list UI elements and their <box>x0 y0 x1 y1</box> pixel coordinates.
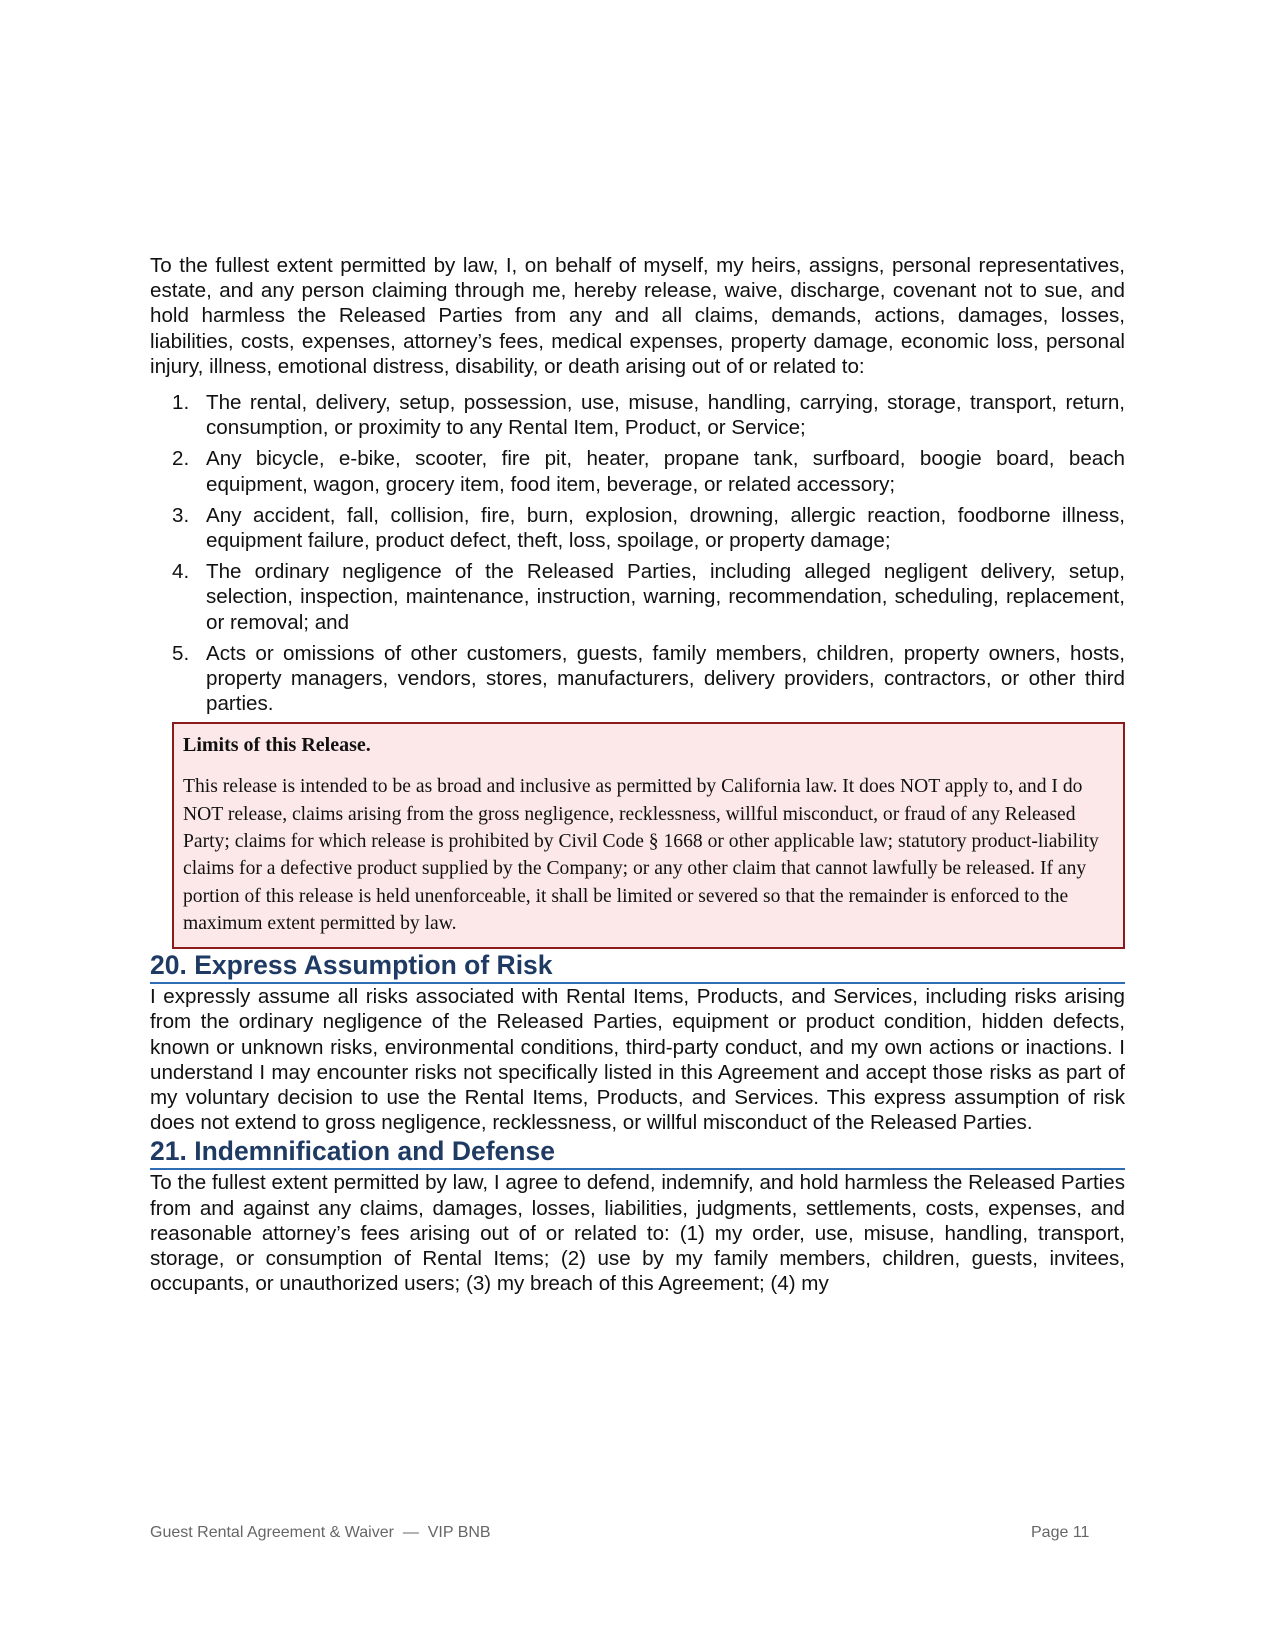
list-item-text: Any bicycle, e-bike, scooter, fire pit, heater, propane tank, surfboard, boogie board, beach equipment, wagon, grocery item, food item, beverage, or related accessory; <box>206 447 1125 496</box>
list-item <box>172 559 1125 635</box>
footer-left-text: Guest Rental Agreement & Waiver — VIP BNB <box>150 1524 491 1541</box>
list-item-text: Acts or omissions of other customers, guests, family members, children, property owners, hosts, property managers, vendors, stores, manufacturers, delivery providers, contractors, or other third parties. <box>206 641 1125 716</box>
document-body <box>150 253 1125 1296</box>
list-item-number: 2. <box>172 447 190 471</box>
footer-document-title <box>150 1523 491 1543</box>
page-number: Page 11 <box>1031 1524 1090 1541</box>
section-21-text: To the fullest extent permitted by law, I agree to defend, indemnify, and hold harmless the Released Parties from and against any claims, damages, losses, liabilities, judgments, settlements, costs, expenses, and reasonable attorney’s fees arising out of or related to: (1) my order, use, misuse, handling, transport, storage, or consumption of Rental Items; (2) use by my family members, children, guests, invitees, occupants, or unauthorized users; (3) my breach of this Agreement; (4) my <box>150 1171 1125 1296</box>
limits-box-text: This release is intended to be as broad and inclusive as permitted by California law. It does NOT apply to, and I do NOT release, claims arising from the gross negligence, recklessness, willful misconduct, or fraud of any Released Party; claims for which release is prohibited by Civil Code § 1668 or other applicable law; statutory product-liability claims for a defective product supplied by the Company; or any other claim that cannot lawfully be released. If any portion of this release is held unenforceable, it shall be limited or severed so that the remainder is enforced to the maximum extent permitted by law. <box>183 776 1099 934</box>
list-item-text: The ordinary negligence of the Released Parties, including alleged negligent delivery, setup, selection, inspection, maintenance, instruction, warning, recommendation, scheduling, replacement, or removal; and <box>206 560 1125 634</box>
footer-page-number <box>1031 1523 1089 1543</box>
release-intro-paragraph: To the fullest extent permitted by law, I, on behalf of myself, my heirs, assigns, personal representatives, estate, and any person claiming through me, hereby release, waive, discharge, covenant not to sue, and hold harmless the Released Parties from any and all claims, demands, actions, damages, losses, liabilities, costs, expenses, attorney’s fees, medical expenses, property damage, economic loss, personal injury, illness, emotional distress, disability, or death arising out of or related to: <box>150 254 1125 378</box>
list-item <box>172 446 1125 496</box>
limits-box-title: Limits of this Release. <box>183 734 371 757</box>
list-item-number: 4. <box>172 560 190 584</box>
section-20-text: I expressly assume all risks associated with Rental Items, Products, and Services, including risks arising from the ordinary negligence of the Released Parties, equipment or product condition, hidden defects, known or unknown risks, environmental conditions, third-party conduct, and my own actions or inactions. I understand I may encounter risks not specifically listed in this Agreement and accept those risks as part of my voluntary decision to use the Rental Items, Products, and Services. This express assumption of risk does not extend to gross negligence, recklessness, or willful misconduct of the Released Parties. <box>150 985 1125 1135</box>
list-item-text: The rental, delivery, setup, possession, use, misuse, handling, carrying, storage, transport, return, consumption, or proximity to any Rental Item, Product, or Service; <box>206 391 1125 440</box>
list-item-number: 3. <box>172 503 190 527</box>
limits-of-release-box <box>172 722 1125 949</box>
release-list <box>150 390 1125 716</box>
section-21-heading: 21. Indemnification and Defense <box>150 1135 1125 1170</box>
list-item <box>172 390 1125 440</box>
section-20-heading: 20. Express Assumption of Risk <box>150 949 1125 984</box>
list-item-number: 5. <box>172 641 190 665</box>
list-item-text: Any accident, fall, collision, fire, burn, explosion, drowning, allergic reaction, foodborne illness, equipment failure, product defect, theft, loss, spoilage, or property damage; <box>206 503 1125 553</box>
list-item <box>172 641 1125 717</box>
list-item-number: 1. <box>172 391 190 415</box>
list-item <box>172 503 1125 553</box>
